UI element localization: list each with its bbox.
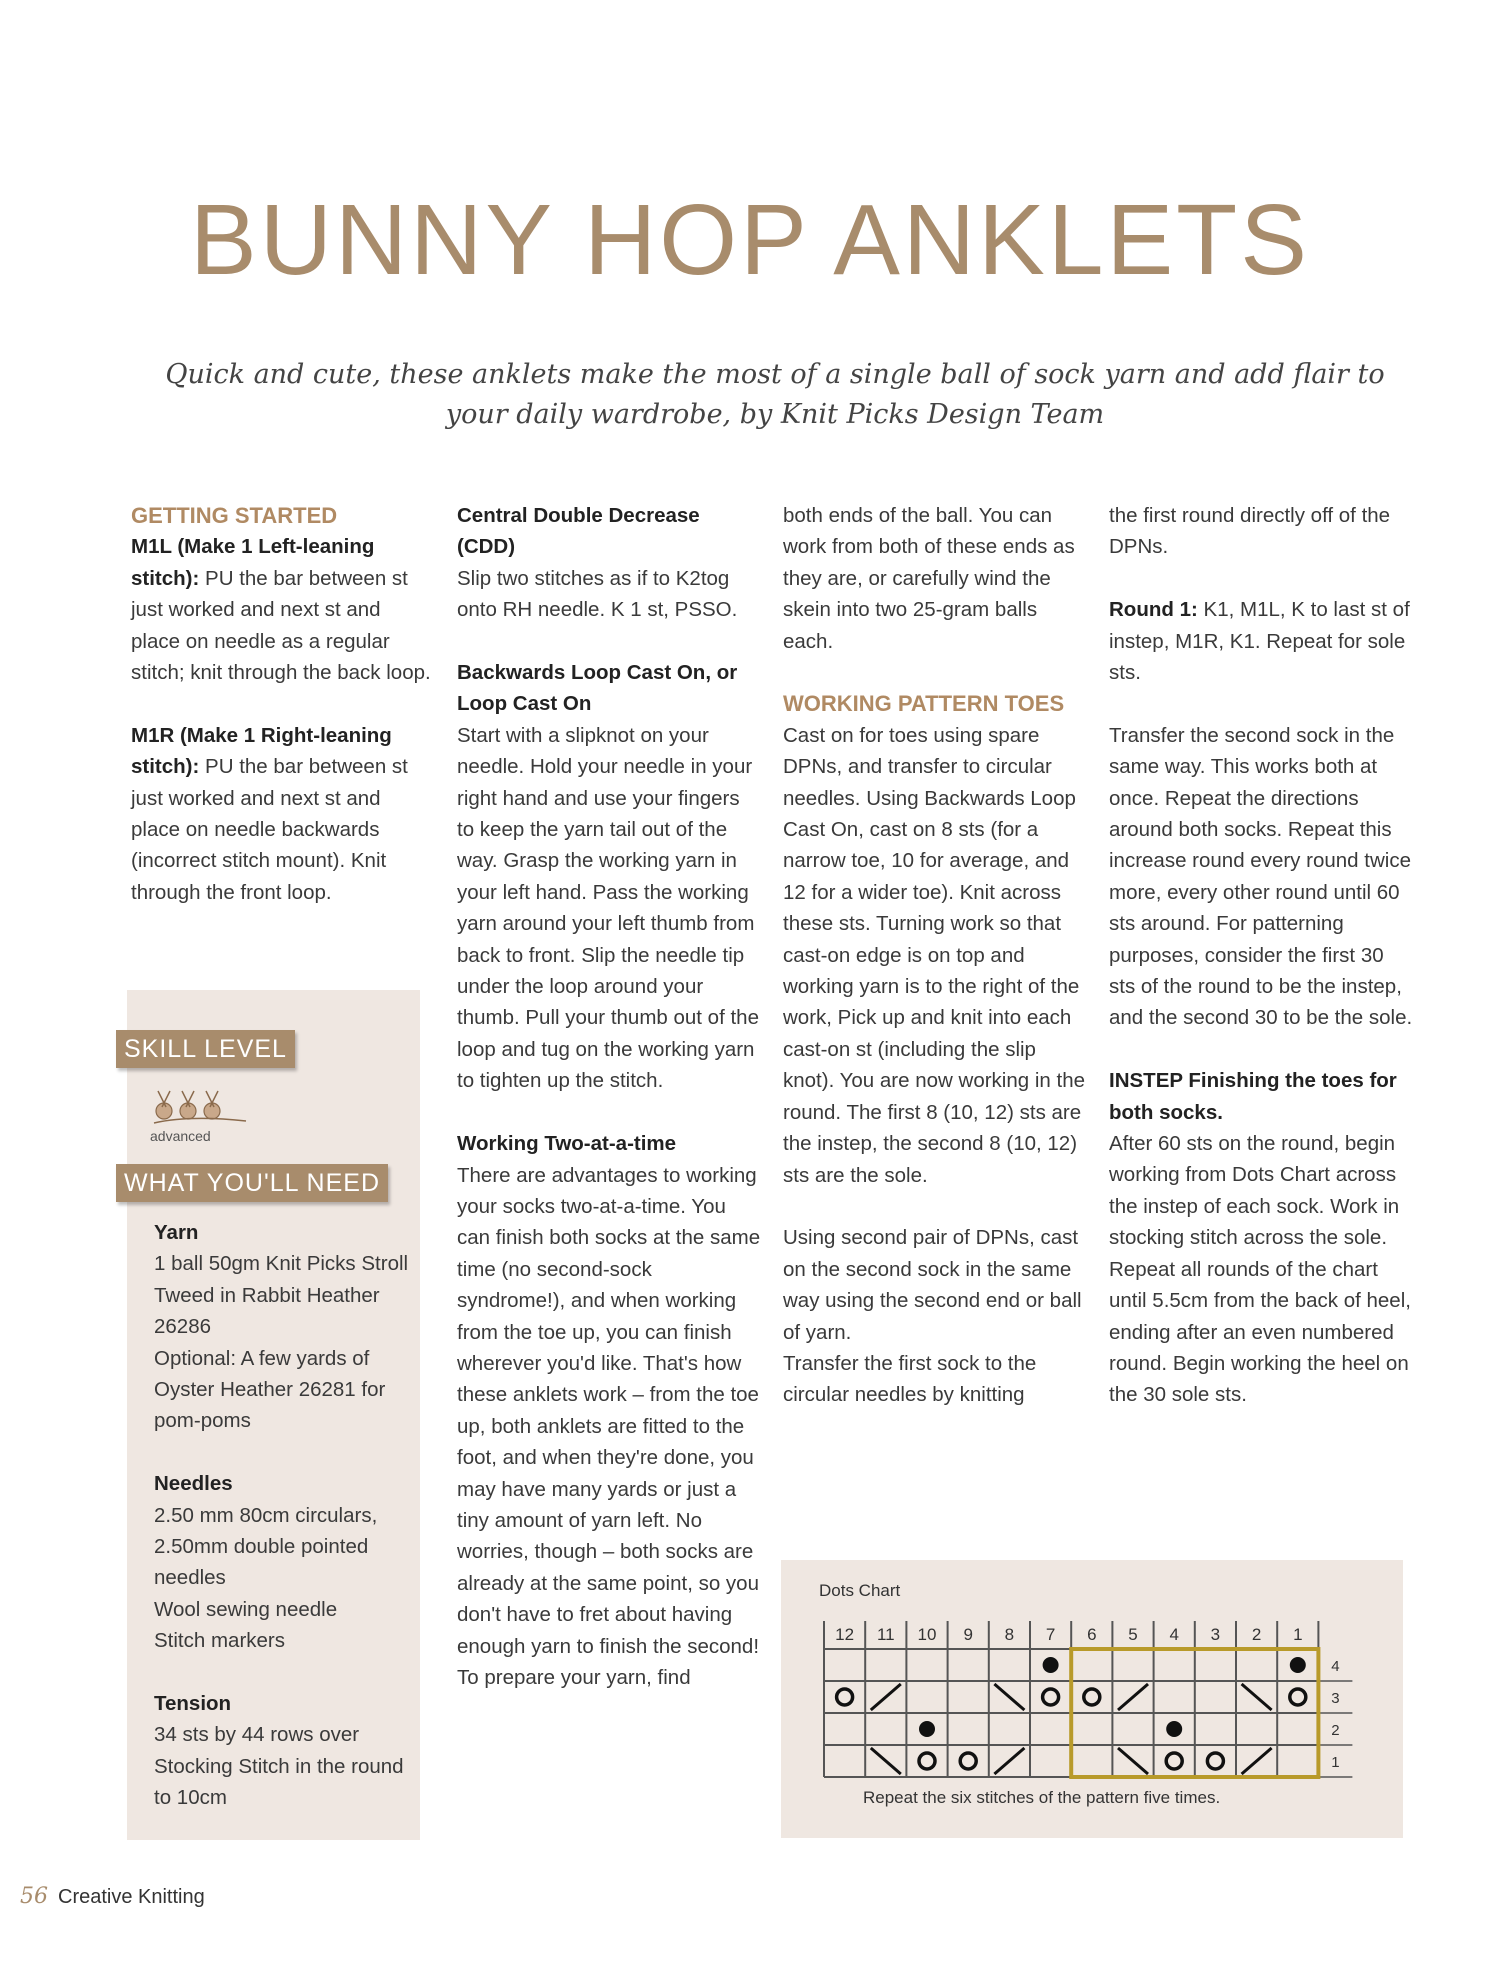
chart-column-label: 2 — [1251, 1625, 1262, 1644]
two-at-a-time-text: There are advantages to working your socks two-at-a-time. You can finish both socks at the same time (no second-sock syndrome!), and when working from the toe up, you can finish wherever you'd like. That's how these anklets work – from the toe up, both anklets are fitted to the foot, and when they're done, you may have many yards or just a tiny amount of yarn left. No worries, though – both socks are already at the same point, so you don't have to fret about having enough yarn to finish the second! — [457, 1163, 761, 1658]
m1l-label: M1L (Make 1 Left-leaning stitch): — [131, 535, 375, 590]
chart-column-label: 1 — [1293, 1625, 1303, 1644]
toes-text: Cast on for toes using spare DPNs, and transfer to circular needles. Using Backwards Loop Cast On, cast on 8 sts (for a narrow toe, 10 for average, and 12 for a wider toe). Knit across these sts. Turning work so that cast-on edge is on top and working yarn is to the right of the work, Pick up and knit into each cast-on st (including the slip knot). You are now working in the round. The first 8 (10, 12) sts are the instep, the second 8 (10, 12) sts are the sole. — [783, 723, 1085, 1187]
tension-label: Tension — [154, 1692, 232, 1716]
m1r-text: PU the bar between st just worked and next st and place on needle backwards (incorrect stitch mount). Knit through the front loop. — [131, 755, 408, 904]
yarn-label: Yarn — [154, 1221, 199, 1244]
magazine-name: Creative Knitting — [58, 1886, 205, 1908]
getting-started-heading: GETTING STARTED — [131, 503, 338, 528]
chart-column-label: 7 — [1045, 1625, 1056, 1644]
needles-item: Stitch markers — [154, 1629, 285, 1653]
instep-text: After 60 sts on the round, begin working from Dots Chart across the instep of each sock. Work in stocking stitch across the sole. Repeat all rounds of the chart until 5.5cm from the back of heel, ending after an even numbered round. Begin working the heel on the 30 sole sts. — [1109, 1132, 1411, 1407]
chart-row-label: 1 — [1331, 1754, 1340, 1771]
prepare-text: To prepare your yarn, find — [457, 1666, 691, 1689]
tension-text: 34 sts by 44 rows over Stocking Stitch in the round to 10cm — [154, 1723, 404, 1810]
page-subtitle: Quick and cute, these anklets make the most of a single ball of sock yarn and add flair to your daily wardrobe, by Knit Picks Design Team — [165, 359, 1385, 430]
working-pattern-heading: WORKING PATTERN TOES — [783, 691, 1065, 717]
needles-item: 2.50 mm 80cm circulars, 2.50mm double pointed needles — [154, 1503, 378, 1590]
materials-list — [154, 1217, 414, 1814]
needles-label: Needles — [154, 1472, 233, 1496]
round-1-label: Round 1: — [1109, 598, 1198, 622]
second-sock-text: Using second pair of DPNs, cast on the second sock in the same way using the second end or ball of yarn. — [783, 1226, 1082, 1344]
chart-row-label: 3 — [1331, 1690, 1340, 1707]
cdd-label: Central Double Decrease (CDD) — [457, 504, 700, 559]
what-you-need-ribbon: WHAT YOU'LL NEED — [116, 1164, 388, 1202]
first-round-text: the first round directly off of the DPNs. — [1109, 504, 1391, 559]
round-1-text: K1, M1L, K to last st of instep, M1R, K1. Repeat for sole sts. — [1109, 598, 1410, 685]
column-instep — [1109, 500, 1414, 1411]
transfer-second-text: Transfer the second sock in the same way. This works both at once. Repeat the directions around both socks. Repeat this increase round every round twice more, every other round until 60 sts around. For patterning purposes, consider the first 30 sts of the round to be the instep, and the second 30 to be the sole. — [1109, 723, 1413, 1030]
skill-level-ribbon: SKILL LEVEL — [116, 1030, 295, 1068]
chart-column-label: 3 — [1210, 1625, 1221, 1644]
instep-label: INSTEP Finishing the toes for both socks. — [1109, 1069, 1397, 1124]
yarn-optional: Optional: A few yards of Oyster Heather 26281 for pom-poms — [154, 1346, 386, 1433]
chart-row-label: 4 — [1331, 1658, 1340, 1675]
two-at-a-time-label: Working Two-at-a-time — [457, 1132, 677, 1156]
m1r-label: M1R (Make 1 Right-leaning stitch): — [131, 723, 392, 779]
chart-row-label: 2 — [1331, 1722, 1340, 1739]
page-number: 56 — [20, 1884, 48, 1909]
loop-cast-on-label: Backwards Loop Cast On, or Loop Cast On — [457, 661, 738, 716]
chart-column-label: 9 — [963, 1625, 973, 1644]
chart-column-label: 6 — [1087, 1625, 1097, 1644]
chart-column-label: 10 — [917, 1625, 937, 1644]
skill-level-value: advanced — [150, 1128, 211, 1144]
page-footer — [20, 1884, 205, 1909]
column-getting-started — [131, 500, 431, 908]
column-techniques — [457, 500, 762, 1693]
yarn-balls-icon — [150, 1085, 250, 1129]
yarn-text: 1 ball 50gm Knit Picks Stroll Tweed in Rabbit Heather 26286 — [154, 1252, 409, 1339]
chart-column-label: 11 — [876, 1625, 895, 1644]
chart-column-label: 5 — [1128, 1625, 1138, 1644]
transfer-first-text: Transfer the first sock to the circular needles by knitting — [783, 1351, 1037, 1407]
page-title: BUNNY HOP ANKLETS — [190, 184, 1310, 296]
chart-column-label: 4 — [1169, 1625, 1179, 1644]
cdd-text: Slip two stitches as if to K2tog onto RH needle. K 1 st, PSSO. — [457, 566, 738, 622]
chart-column-label: 8 — [1004, 1625, 1015, 1644]
dots-chart-caption: Repeat the six stitches of the pattern five times. — [863, 1788, 1221, 1807]
column-toes — [783, 500, 1088, 1411]
loop-cast-on-text: Start with a slipknot on your needle. Hold your needle in your right hand and use your fingers to keep the yarn tail out of the way. Grasp the working yarn in your left hand. Pass the working yarn around your left thumb from back to front. Slip the needle tip under the loop around your thumb. Pull your thumb out of the loop and tug on the working yarn to tighten up the stitch. — [457, 723, 759, 1093]
chart-column-label: 12 — [835, 1625, 855, 1644]
yarn-prep-text: both ends of the ball. You can work from both of these ends as they are, or carefully wind the skein into two 25-gram balls each. — [783, 504, 1075, 653]
m1l-text: PU the bar between st just worked and next st and place on needle as a regular stitch; knit through the back loop. — [131, 566, 431, 685]
dots-chart-title: Dots Chart — [819, 1581, 901, 1600]
needles-item: Wool sewing needle — [154, 1597, 338, 1621]
